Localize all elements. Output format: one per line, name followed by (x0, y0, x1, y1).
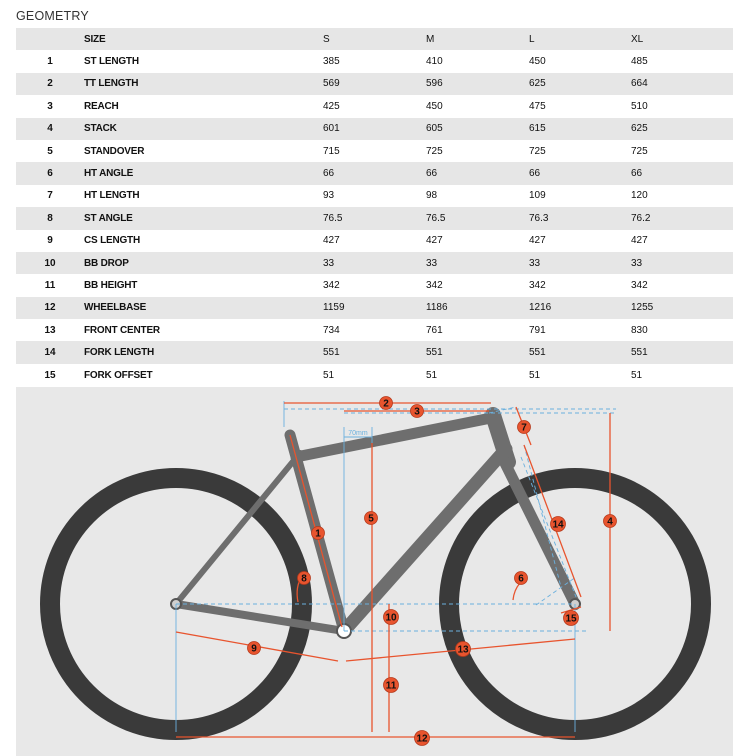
value-m: 410 (426, 50, 529, 72)
svg-text:4: 4 (607, 516, 613, 528)
table-row (16, 319, 733, 341)
value-m: 76.5 (426, 207, 529, 229)
row-label: BB HEIGHT (84, 274, 323, 296)
marker-3 (411, 405, 424, 418)
row-label: STACK (84, 118, 323, 140)
row-number: 9 (16, 230, 84, 252)
value-l: 725 (529, 140, 631, 162)
value-xl: 342 (631, 274, 733, 296)
row-label: HT LENGTH (84, 185, 323, 207)
value-s: 93 (323, 185, 426, 207)
value-l: 791 (529, 319, 631, 341)
table-row (16, 274, 733, 296)
table-body (16, 50, 733, 386)
row-number: 5 (16, 140, 84, 162)
value-l: 66 (529, 162, 631, 184)
section-title: GEOMETRY (16, 9, 89, 23)
value-xl: 664 (631, 73, 733, 95)
value-m: 761 (426, 319, 529, 341)
value-l: 475 (529, 95, 631, 117)
value-m: 98 (426, 185, 529, 207)
value-s: 33 (323, 252, 426, 274)
marker-6 (515, 572, 528, 585)
marker-8 (298, 572, 311, 585)
row-label: TT LENGTH (84, 73, 323, 95)
table-header-row (16, 28, 733, 50)
marker-4 (604, 515, 617, 528)
value-s: 569 (323, 73, 426, 95)
svg-text:14: 14 (552, 519, 564, 531)
svg-text:5: 5 (368, 513, 374, 525)
value-xl: 33 (631, 252, 733, 274)
value-xl: 76.2 (631, 207, 733, 229)
marker-7 (518, 421, 531, 434)
row-number: 11 (16, 274, 84, 296)
value-m: 51 (426, 364, 529, 386)
row-label: ST ANGLE (84, 207, 323, 229)
row-number: 7 (16, 185, 84, 207)
marker-14 (551, 517, 566, 532)
value-xl: 725 (631, 140, 733, 162)
value-s: 601 (323, 118, 426, 140)
value-m: 342 (426, 274, 529, 296)
svg-text:13: 13 (457, 644, 469, 656)
value-m: 427 (426, 230, 529, 252)
header-m: M (426, 28, 529, 50)
table-row (16, 364, 733, 386)
value-m: 66 (426, 162, 529, 184)
table-row (16, 50, 733, 72)
value-l: 1216 (529, 297, 631, 319)
row-label: FORK LENGTH (84, 341, 323, 363)
svg-text:1: 1 (315, 528, 321, 540)
row-number: 15 (16, 364, 84, 386)
value-s: 385 (323, 50, 426, 72)
header-size: SIZE (84, 28, 323, 50)
marker-15 (564, 611, 579, 626)
svg-text:6: 6 (518, 573, 524, 585)
value-m: 551 (426, 341, 529, 363)
value-l: 51 (529, 364, 631, 386)
value-l: 427 (529, 230, 631, 252)
row-number: 10 (16, 252, 84, 274)
value-s: 427 (323, 230, 426, 252)
header-l: L (529, 28, 631, 50)
value-xl: 485 (631, 50, 733, 72)
value-s: 76.5 (323, 207, 426, 229)
geometry-table (16, 28, 733, 386)
value-s: 1159 (323, 297, 426, 319)
value-l: 33 (529, 252, 631, 274)
table-row (16, 341, 733, 363)
value-l: 450 (529, 50, 631, 72)
row-label: HT ANGLE (84, 162, 323, 184)
row-label: REACH (84, 95, 323, 117)
marker-1 (312, 527, 325, 540)
marker-9 (248, 642, 261, 655)
value-xl: 427 (631, 230, 733, 252)
table-row (16, 118, 733, 140)
marker-5 (365, 512, 378, 525)
svg-text:11: 11 (385, 680, 397, 692)
row-label: ST LENGTH (84, 50, 323, 72)
value-s: 425 (323, 95, 426, 117)
value-l: 615 (529, 118, 631, 140)
svg-text:9: 9 (251, 643, 257, 655)
value-xl: 66 (631, 162, 733, 184)
value-s: 51 (323, 364, 426, 386)
bike-geometry-diagram (16, 387, 733, 756)
row-number: 14 (16, 341, 84, 363)
value-s: 715 (323, 140, 426, 162)
value-l: 551 (529, 341, 631, 363)
value-xl: 120 (631, 185, 733, 207)
row-number: 1 (16, 50, 84, 72)
table-row (16, 73, 733, 95)
header-s: S (323, 28, 426, 50)
svg-text:3: 3 (414, 406, 420, 418)
row-number: 2 (16, 73, 84, 95)
value-xl: 625 (631, 118, 733, 140)
row-label: FORK OFFSET (84, 364, 323, 386)
row-number: 3 (16, 95, 84, 117)
row-label: FRONT CENTER (84, 319, 323, 341)
marker-2 (380, 397, 393, 410)
value-m: 33 (426, 252, 529, 274)
marker-10 (384, 610, 399, 625)
marker-11 (384, 678, 399, 693)
table-row (16, 207, 733, 229)
value-l: 76.3 (529, 207, 631, 229)
svg-text:12: 12 (416, 733, 428, 745)
row-label: WHEELBASE (84, 297, 323, 319)
value-xl: 1255 (631, 297, 733, 319)
dimension-note: 70mm (348, 430, 368, 437)
marker-12 (415, 731, 430, 746)
value-xl: 51 (631, 364, 733, 386)
row-label: CS LENGTH (84, 230, 323, 252)
value-m: 605 (426, 118, 529, 140)
svg-text:10: 10 (385, 612, 397, 624)
header-index-cell (16, 28, 84, 50)
value-m: 596 (426, 73, 529, 95)
table-row (16, 185, 733, 207)
value-xl: 551 (631, 341, 733, 363)
row-label: STANDOVER (84, 140, 323, 162)
value-l: 342 (529, 274, 631, 296)
svg-text:7: 7 (521, 422, 527, 434)
table-row (16, 162, 733, 184)
header-xl: XL (631, 28, 733, 50)
row-label: BB DROP (84, 252, 323, 274)
marker-13 (456, 642, 471, 657)
value-l: 109 (529, 185, 631, 207)
row-number: 6 (16, 162, 84, 184)
row-number: 13 (16, 319, 84, 341)
value-m: 1186 (426, 297, 529, 319)
svg-text:15: 15 (565, 613, 577, 625)
table-row (16, 140, 733, 162)
svg-text:8: 8 (301, 573, 307, 585)
row-number: 4 (16, 118, 84, 140)
table-row (16, 95, 733, 117)
row-number: 8 (16, 207, 84, 229)
value-l: 625 (529, 73, 631, 95)
value-xl: 830 (631, 319, 733, 341)
value-s: 66 (323, 162, 426, 184)
value-xl: 510 (631, 95, 733, 117)
table-row (16, 230, 733, 252)
value-s: 342 (323, 274, 426, 296)
value-s: 551 (323, 341, 426, 363)
value-s: 734 (323, 319, 426, 341)
table-row (16, 252, 733, 274)
svg-text:2: 2 (383, 398, 389, 410)
value-m: 725 (426, 140, 529, 162)
table-row (16, 297, 733, 319)
bike-geometry-illustration (16, 387, 733, 756)
value-m: 450 (426, 95, 529, 117)
row-number: 12 (16, 297, 84, 319)
